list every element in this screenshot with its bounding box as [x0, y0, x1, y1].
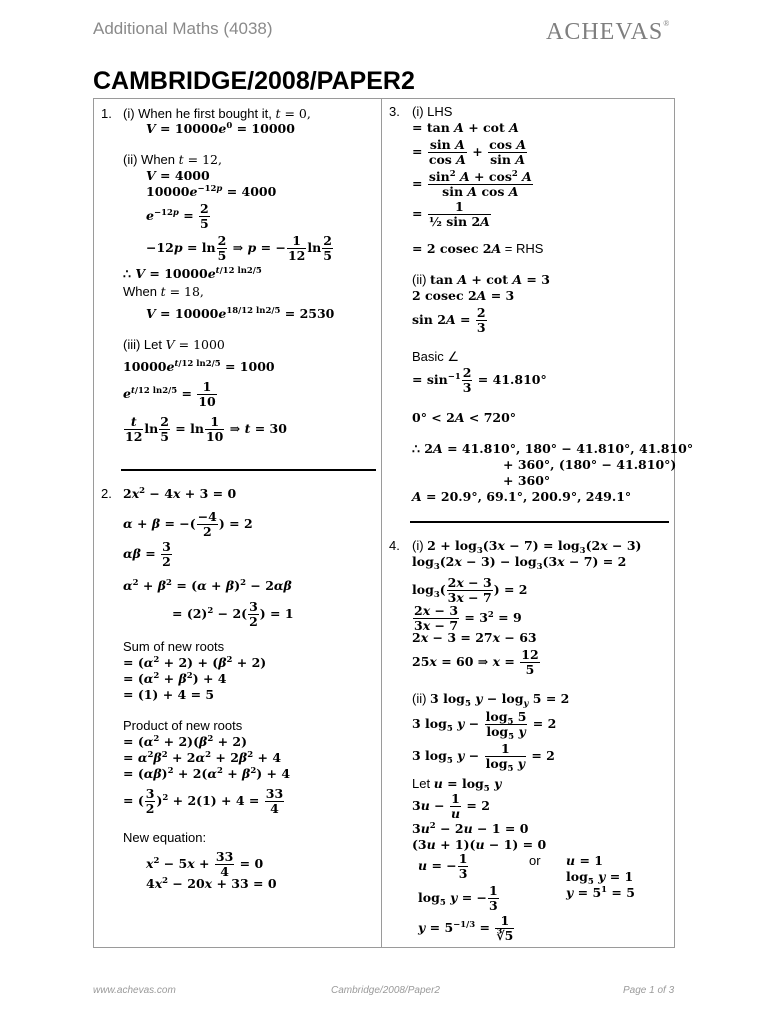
solution-line: (i) When he first bought it, t = 0,: [123, 106, 311, 121]
solution-line: (i) $2 + \log_3(3x - 7) = \log_3(2x - 3)$: [412, 538, 642, 556]
solution-line: = $(\alpha^2 + 2)(\beta^2 + 2)$: [123, 734, 248, 749]
solution-line: = $(\alpha\beta)^2 + 2(\alpha^2 + \beta^2) + 4$: [123, 766, 291, 781]
solution-line: $y = 5^{-1/3}$ = $\frac{1}{∛5}$: [418, 913, 514, 943]
solution-line: u = − $\frac{1}{3}$: [418, 851, 468, 881]
solution-line: = tan A + cot A: [412, 120, 519, 135]
solution-line: Let $u = \log_5 y$: [412, 776, 502, 794]
solution-line: (ii) When t = 12,: [123, 152, 222, 167]
solution-line: 2 cosec 2A = 3: [412, 288, 515, 303]
solution-line: −12p = ln $\frac{2}{5}$ ⇒ p = − $\frac{1}{12}$ ln $\frac{2}{5}$: [146, 233, 332, 263]
solution-line: $10000e^{t/12 ln2/5} = 1000$: [123, 359, 275, 374]
solution-line: A = 20.9°, 69.1°, 200.9°, 249.1°: [412, 489, 632, 504]
solution-line: 0° < 2A < 720°: [412, 410, 517, 425]
q3-separator: [410, 521, 669, 523]
solution-line: = $\frac{\text{sin A}}{\text{cos A}}$ + $\frac{\text{cos A}}{\text{sin A}}$: [412, 137, 527, 167]
solution-line: $2x^2 - 4x + 3 = 0$: [123, 486, 237, 501]
solution-line: $\log_3$( $\frac{2x - 3}{3x - 7}$ ) = 2: [412, 575, 528, 605]
solution-line: u = 1: [566, 853, 603, 868]
solution-line: = $\sin^{-1}$ $\frac{2}{3}$ = 41.810°: [412, 365, 547, 395]
solution-line: $e^{-12p}$ = $\frac{2}{5}$: [146, 201, 209, 231]
question-number: 4.: [389, 538, 400, 553]
solution-line: $\frac{2x - 3}{3x - 7}$ = $3^2 = 9$: [414, 603, 522, 633]
solution-label: New equation:: [123, 830, 207, 845]
solution-line: $\alpha^2 + \beta^2 = (\alpha + \beta)^2 - 2\alpha\beta$: [123, 578, 292, 593]
solution-line: sin 2A = $\frac{2}{3}$: [412, 305, 486, 335]
solution-line: = ( $\frac{3}{2}$ )$^2$ + 2(1) + 4 = $\frac{33}{4}$: [123, 786, 284, 816]
solution-line: $\frac{t}{12}$ ln $\frac{2}{5}$ = ln $\frac{1}{10}$ ⇒ t = 30: [125, 414, 287, 444]
solution-line: $\log_3(2x - 3) - \log_3(3x - 7) = 2$: [412, 554, 627, 572]
solution-line: 3 $\log_5 y$ − $\frac{1}{\log_5 y}$ = 2: [412, 741, 555, 774]
solution-line: $\log_5 y = 1$: [566, 869, 634, 887]
solution-line: α + β = −( $\frac{-4}{2}$ ) = 2: [123, 509, 253, 539]
question-number: 3.: [389, 104, 400, 119]
solution-line: (iii) Let V = 1000: [123, 337, 225, 352]
solution-line: 2x − 3 = 27x − 63: [412, 630, 537, 645]
solution-line: $e^{t/12 ln2/5}$ = $\frac{1}{10}$: [123, 379, 216, 409]
header-subject: Additional Maths (4038): [93, 19, 273, 38]
solution-line: $10000e^{-12p} = 4000$: [146, 184, 277, 199]
solution-line: = 2 cosec 2A = RHS: [412, 241, 544, 256]
solution-label: Sum of new roots: [123, 639, 225, 654]
solution-line: = $(\alpha^2 + \beta^2) + 4$: [123, 671, 227, 686]
solution-line: ∴ $V = 10000e^{t/12 ln2/5}$: [123, 266, 262, 281]
solution-line: αβ = $\frac{3}{2}$: [123, 539, 171, 569]
solution-line: $x^2 - 5x$ + $\frac{33}{4}$ = 0: [146, 849, 264, 879]
solution-line: = $(\alpha^2 + 2) + (\beta^2 + 2)$: [123, 655, 267, 670]
solution-line: = $\alpha^2\beta^2 + 2\alpha^2 + 2\beta^2 + 4$: [123, 750, 282, 765]
solution-line: $y = 5^1 = 5$: [566, 885, 635, 900]
brand-logo: ACHEVAS®: [546, 19, 671, 45]
solution-line: = $\frac{\sin^2 A + \cos^2 A}{\text{sin A cos A}}$: [412, 169, 532, 199]
document-title: CAMBRIDGE/2008/PAPER2: [93, 67, 415, 95]
solution-line: V = 4000: [146, 168, 210, 183]
solution-line: + 360°: [503, 473, 551, 488]
solution-line: (ii) 3 $\log_5 y - \log_y 5 = 2$: [412, 691, 570, 709]
solution-line: $V = 10000e^0 = 10000$: [146, 121, 295, 136]
footer-page-number: Page 1 of 3: [623, 985, 675, 996]
solution-label: Product of new roots: [123, 718, 243, 733]
solution-label: or: [529, 853, 541, 868]
solution-line: = $\frac{1}{\text{½ sin 2A}}$: [412, 199, 490, 229]
solution-line: $3u^2 - 2u - 1 = 0$: [412, 821, 529, 836]
column-divider: [381, 98, 382, 948]
solution-line: When t = 18,: [123, 284, 204, 299]
question-number: 1.: [101, 106, 112, 121]
solution-line: $V = 10000e^{18/12 ln2/5} = 2530$: [146, 306, 335, 321]
q1-separator: [121, 469, 376, 471]
solution-line: $\log_5 y$ = − $\frac{1}{3}$: [418, 883, 498, 913]
footer-document-id: Cambridge/2008/Paper2: [331, 985, 440, 996]
solution-line: (ii) tan A + cot A = 3: [412, 272, 550, 287]
solution-label: Basic ∠: [412, 349, 460, 364]
footer-website: www.achevas.com: [93, 985, 176, 996]
solution-line: = $(2)^2 - 2$( $\frac{3}{2}$ ) = 1: [172, 599, 294, 629]
question-number: 2.: [101, 486, 112, 501]
solution-line: 3u − $\frac{1}{u}$ = 2: [412, 791, 490, 821]
solution-line: ∴ 2A = 41.810°, 180° − 41.810°, 41.810°: [412, 441, 694, 456]
solution-line: + 360°, (180° − 41.810°): [503, 457, 677, 472]
solution-line: $4x^2 - 20x + 33 = 0$: [146, 876, 277, 891]
solution-label: (i) LHS: [412, 104, 453, 119]
solution-line: = (1) + 4 = 5: [123, 687, 215, 702]
solution-line: (3u + 1)(u − 1) = 0: [412, 837, 547, 852]
solution-line: 3 $\log_5 y$ − $\frac{\log_5 5}{\log_5 y}$ = 2: [412, 709, 557, 742]
solution-line: 25x = 60 ⇒ x = $\frac{12}{5}$: [412, 647, 539, 677]
